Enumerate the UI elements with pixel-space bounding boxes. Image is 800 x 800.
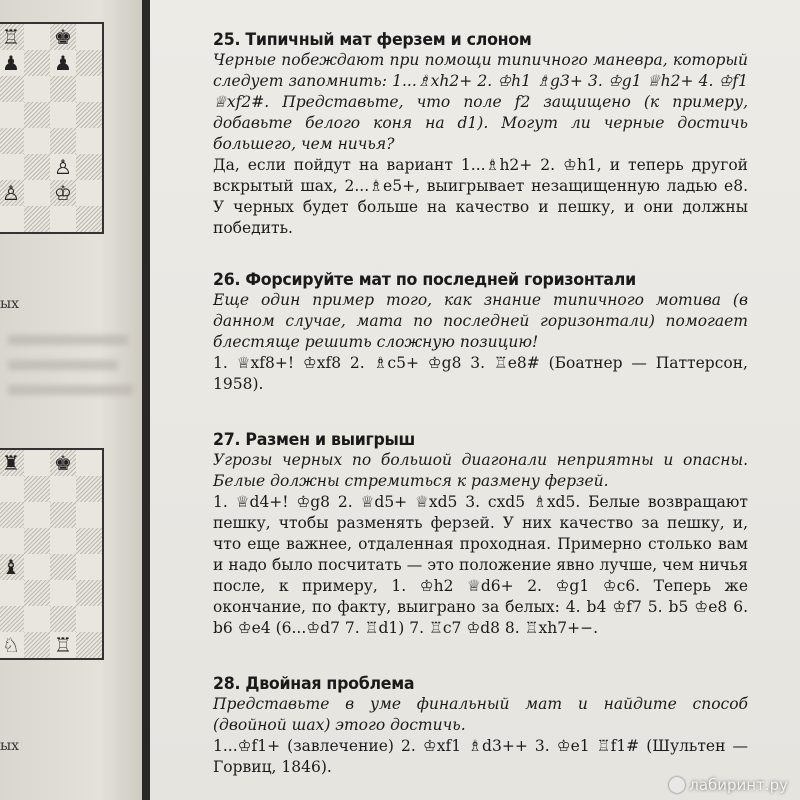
section-answer: Да, если пойдут на вариант 1...♗h2+ 2. ♔h1, и теперь другой вскрытый шах, 2...♗e5+, выигрывает незащищенную ладью e8. У черных будет больше на качество и пешку, и они должны победить. [213,156,748,237]
chess-piece: ♚ [50,450,76,476]
board-square [0,102,24,128]
left-page [0,0,142,800]
board-square [24,50,50,76]
chess-piece: ♜ [0,450,24,476]
board-square [24,154,50,180]
board-square [24,476,50,502]
board-square [50,580,76,606]
board-square [0,606,24,632]
blurred-text [8,385,133,395]
board-square [76,24,102,50]
section-answer: 1...♔f1+ (завлечение) 2. ♔xf1 ♗d3++ 3. ♔e1 ♖f1# (Шультен — Горвиц, 1846). [213,737,748,776]
board-square [24,206,50,232]
chess-piece: ♘ [2,633,20,657]
board-square [76,154,102,180]
section-26 [213,270,748,395]
board-square [24,24,50,50]
board-square [24,528,50,554]
section-title: 26. Форсируйте мат по последней горизонтали [213,270,636,290]
blurred-text [8,335,128,345]
chess-piece: ♚ [50,24,76,50]
board-square [24,102,50,128]
section-answer: 1. ♕xf8+! ♔xf8 2. ♗c5+ ♔g8 3. ♖e8# (Боатнер — Паттерсон, 1958). [213,354,748,393]
board-square [76,102,102,128]
board-square [0,528,24,554]
board-square [0,502,24,528]
board-square [24,606,50,632]
board-square [76,606,102,632]
board-square [76,128,102,154]
board-square [50,476,76,502]
board-square [76,528,102,554]
board-square [24,128,50,154]
chess-piece: ♙ [0,180,24,206]
section-task: Угрозы черных по большой диагонали неприятны и опасны. Белые должны стремиться к размену ферзей. [213,451,748,490]
board-square [76,476,102,502]
board-square [0,128,24,154]
section-title: 25. Типичный мат ферзем и слоном [213,30,532,50]
diagram-caption-bottom: ых [0,738,20,754]
board-square [76,502,102,528]
board-square [76,632,102,658]
labirint-logo-icon [669,777,685,793]
section-title: 27. Размен и выигрыш [213,430,416,450]
board-square [50,554,76,580]
board-square [50,128,76,154]
chess-diagram-top [0,22,104,234]
chess-piece: ♖ [54,633,72,657]
chess-piece: ♖ [0,24,24,50]
chess-piece: ♟ [2,51,20,75]
board-square [0,476,24,502]
section-28 [213,674,748,778]
right-page [150,0,800,800]
chess-piece: ♝ [0,554,24,580]
diagram-caption-top: ых [0,296,20,312]
section-title: 28. Двойная проблема [213,674,415,694]
board-square [0,76,24,102]
board-square [76,76,102,102]
board-square [76,554,102,580]
section-answer: 1. ♕d4+! ♔g8 2. ♕d5+ ♕xd5 3. cxd5 ♗xd5. Белые возвращают пешку, чтобы разменять ферзей. У них качество за пешку, и, что еще важнее, отдаленная проходная. Примерно столько вам и надо было посчитать — это положение явно лучше, чем ничья после, к примеру, 1. ♔h2 ♕d6+ 2. ♔g1 ♔c6. Теперь же окончание, по факту, выиграно за белых: 4. b4 ♔f7 5. b5 ♔e8 6. b6 ♔e4 (6...♔d7 7. ♖d1) 7. ♖c7 ♔d8 8. ♖xh7+−. [213,493,748,637]
chess-diagram-bottom [0,448,104,660]
board-square [50,528,76,554]
board-square [50,606,76,632]
board-square [50,76,76,102]
chess-piece: ♔ [50,180,76,206]
board-square [24,632,50,658]
section-27 [213,430,748,639]
board-square [24,554,50,580]
board-square [24,76,50,102]
board-square [0,580,24,606]
section-25 [213,30,748,239]
chess-piece: ♟ [54,51,72,75]
board-square [24,580,50,606]
board-square [76,580,102,606]
board-square [50,502,76,528]
board-square [24,502,50,528]
board-square [50,206,76,232]
section-task: Представьте в уме финальный мат и найдите способ (двойной шах) этого достичь. [213,695,748,734]
board-square [24,450,50,476]
board-square [50,102,76,128]
blurred-text [8,360,118,370]
board-square [76,180,102,206]
section-task: Черные побеждают при помощи типичного маневра, который следует запомнить: 1...♗xh2+ 2. ♔h1 ♗g3+ 3. ♔g1 ♕h2+ 4. ♔f1 ♕xf2#. Представьте, что поле f2 защищено (к примеру, добавьте белого коня на d1). Могут ли черные достичь большего, чем ничья? [213,51,748,153]
chess-piece: ♙ [54,155,72,179]
board-square [24,180,50,206]
board-square [76,450,102,476]
board-square [0,206,24,232]
board-square [76,206,102,232]
board-square [0,154,24,180]
watermark [669,776,788,794]
watermark-text: лабиринт.ру [689,776,788,794]
board-square [76,50,102,76]
section-task: Еще один пример того, как знание типичного мотива (в данном случае, мата по последней горизонтали) помогает блестяще решить сложную позицию! [213,291,748,351]
